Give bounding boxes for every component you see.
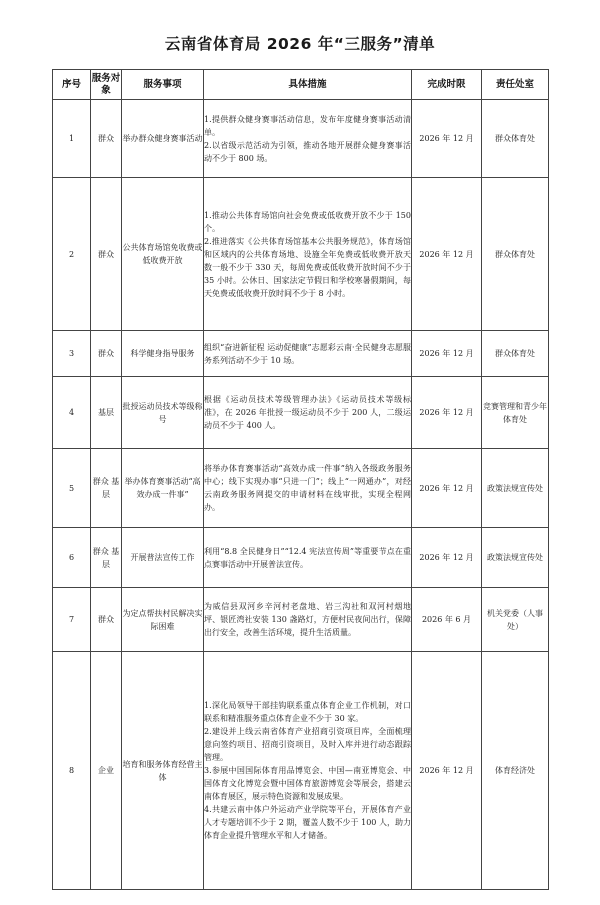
measure-line: 将举办体育赛事活动“高效办成一件事”纳入各级政务服务中心；线下实现办事“只进一门”；线上“一网通办”，对经云南政务服务网提交的申请材料在线审批，实现全程网办。 — [204, 464, 411, 512]
row-deadline: 2026 年 6 月 — [412, 588, 482, 652]
table-row — [53, 331, 549, 377]
row-item: 公共体育场馆免收费或低收费开放 — [122, 178, 204, 331]
row-measures — [204, 100, 412, 178]
row-dept: 群众体育处 — [482, 331, 549, 377]
row-deadline: 2026 年 12 月 — [412, 331, 482, 377]
row-no: 1 — [53, 100, 91, 178]
row-measures — [204, 652, 412, 890]
row-dept: 群众体育处 — [482, 100, 549, 178]
table-row — [53, 588, 549, 652]
row-measures — [204, 449, 412, 528]
row-target: 群众 — [91, 178, 122, 331]
row-item: 批授运动员技术等级称号 — [122, 377, 204, 449]
header-target: 服务对象 — [91, 70, 122, 100]
row-no: 6 — [53, 528, 91, 588]
header-deadline: 完成时限 — [412, 70, 482, 100]
row-no: 5 — [53, 449, 91, 528]
measure-line: 1.深化局领导干部挂钩联系重点体育企业工作机制，对口联系和精准服务重点体育企业不少于 30 家。 — [204, 701, 411, 723]
header-dept: 责任处室 — [482, 70, 549, 100]
row-deadline: 2026 年 12 月 — [412, 528, 482, 588]
row-measures — [204, 178, 412, 331]
header-measures: 具体措施 — [204, 70, 412, 100]
measure-line: 2.建设并上线云南省体育产业招商引资项目库，全面梳理意向签约项目、招商引资项目，及时入库并进行动态跟踪管理。 — [204, 727, 411, 762]
measure-line: 利用“8.8 全民健身日”“12.4 宪法宣传周”等重要节点在重点赛事活动中开展普法宣传。 — [204, 546, 411, 569]
row-dept: 机关党委（人事处） — [482, 588, 549, 652]
row-no: 3 — [53, 331, 91, 377]
service-list-table — [52, 69, 549, 890]
row-target: 群众 基层 — [91, 449, 122, 528]
table-row — [53, 528, 549, 588]
measure-line: 2.以省级示范活动为引领，推动各地开展群众健身赛事活动不少于 800 场。 — [204, 140, 411, 163]
row-target: 群众 — [91, 588, 122, 652]
header-item: 服务事项 — [122, 70, 204, 100]
row-item: 举办群众健身赛事活动 — [122, 100, 204, 178]
row-dept: 群众体育处 — [482, 178, 549, 331]
row-item: 培育和服务体育经营主体 — [122, 652, 204, 890]
row-no: 8 — [53, 652, 91, 890]
row-deadline: 2026 年 12 月 — [412, 100, 482, 178]
measure-line: 1.提供群众健身赛事活动信息，发布年度健身赛事活动清单。 — [204, 114, 411, 137]
row-deadline: 2026 年 12 月 — [412, 652, 482, 890]
page-title: 云南省体育局 2026 年“三服务”清单 — [164, 35, 436, 53]
header-no: 序号 — [53, 70, 91, 100]
row-dept: 体育经济处 — [482, 652, 549, 890]
row-target: 企业 — [91, 652, 122, 890]
row-item: 举办体育赛事活动“高效办成一件事” — [122, 449, 204, 528]
table-row — [53, 652, 549, 890]
row-deadline: 2026 年 12 月 — [412, 178, 482, 331]
row-deadline: 2026 年 12 月 — [412, 449, 482, 528]
row-target: 群众 — [91, 100, 122, 178]
table-row — [53, 100, 549, 178]
row-target: 群众 — [91, 331, 122, 377]
row-dept: 竞赛管理和青少年体育处 — [482, 377, 549, 449]
row-deadline: 2026 年 12 月 — [412, 377, 482, 449]
row-no: 4 — [53, 377, 91, 449]
row-measures — [204, 377, 412, 449]
table-row — [53, 377, 549, 449]
table-row — [53, 449, 549, 528]
row-dept: 政策法规宣传处 — [482, 449, 549, 528]
measure-line: 4.共建云南中体户外运动产业学院等平台，开展体育产业人才专题培训不少于 2 期，覆盖人数不少于 100 人，助力体育企业提升管理水平和人才储备。 — [204, 805, 411, 840]
row-target: 基层 — [91, 377, 122, 449]
measure-line: 3.参展中国国际体育用品博览会、中国—南亚博览会、中国体育文化博览会暨中国体育旅游博览会等展会，搭建云南体育展区，展示特色资源和发展成果。 — [204, 766, 411, 801]
row-item: 开展普法宣传工作 — [122, 528, 204, 588]
measure-line: 2.推进落实《公共体育场馆基本公共服务规范》，体育场馆和区域内的公共体育场地、设施全年免费或低收费开放天数一般不少于 330 天，每周免费或低收费开放时间不少于 35 小时。公休日、国家法定节假日和学校寒暑假期间，每天免费或低收费开放时间不少于 8 小时。 — [204, 236, 411, 298]
row-measures — [204, 588, 412, 652]
row-target: 群众 基层 — [91, 528, 122, 588]
row-measures — [204, 528, 412, 588]
measure-line: 为威信县双河乡辛河村老盘地、岩三沟社和双河村烟地坪、银匠湾社安装 130 盏路灯，方便村民夜间出行，保障出行安全，改善生活环境，提升生活质量。 — [204, 602, 411, 637]
table-row — [53, 178, 549, 331]
row-no: 7 — [53, 588, 91, 652]
row-no: 2 — [53, 178, 91, 331]
row-item: 为定点帮扶村民解决实际困难 — [122, 588, 204, 652]
measure-line: 1.推动公共体育场馆向社会免费或低收费开放不少于 150 个。 — [204, 210, 411, 233]
header-row — [53, 70, 549, 100]
row-dept: 政策法规宣传处 — [482, 528, 549, 588]
row-item: 科学健身指导服务 — [122, 331, 204, 377]
measure-line: 根据《运动员技术等级管理办法》《运动员技术等级标准》，在 2026 年批授一级运动员不少于 200 人，二级运动员不少于 400 人。 — [204, 395, 411, 430]
row-measures — [204, 331, 412, 377]
measure-line: 组织“奋进新征程 运动促健康”志愿彩云南·全民健身志愿服务系列活动不少于 10 场。 — [204, 342, 411, 365]
